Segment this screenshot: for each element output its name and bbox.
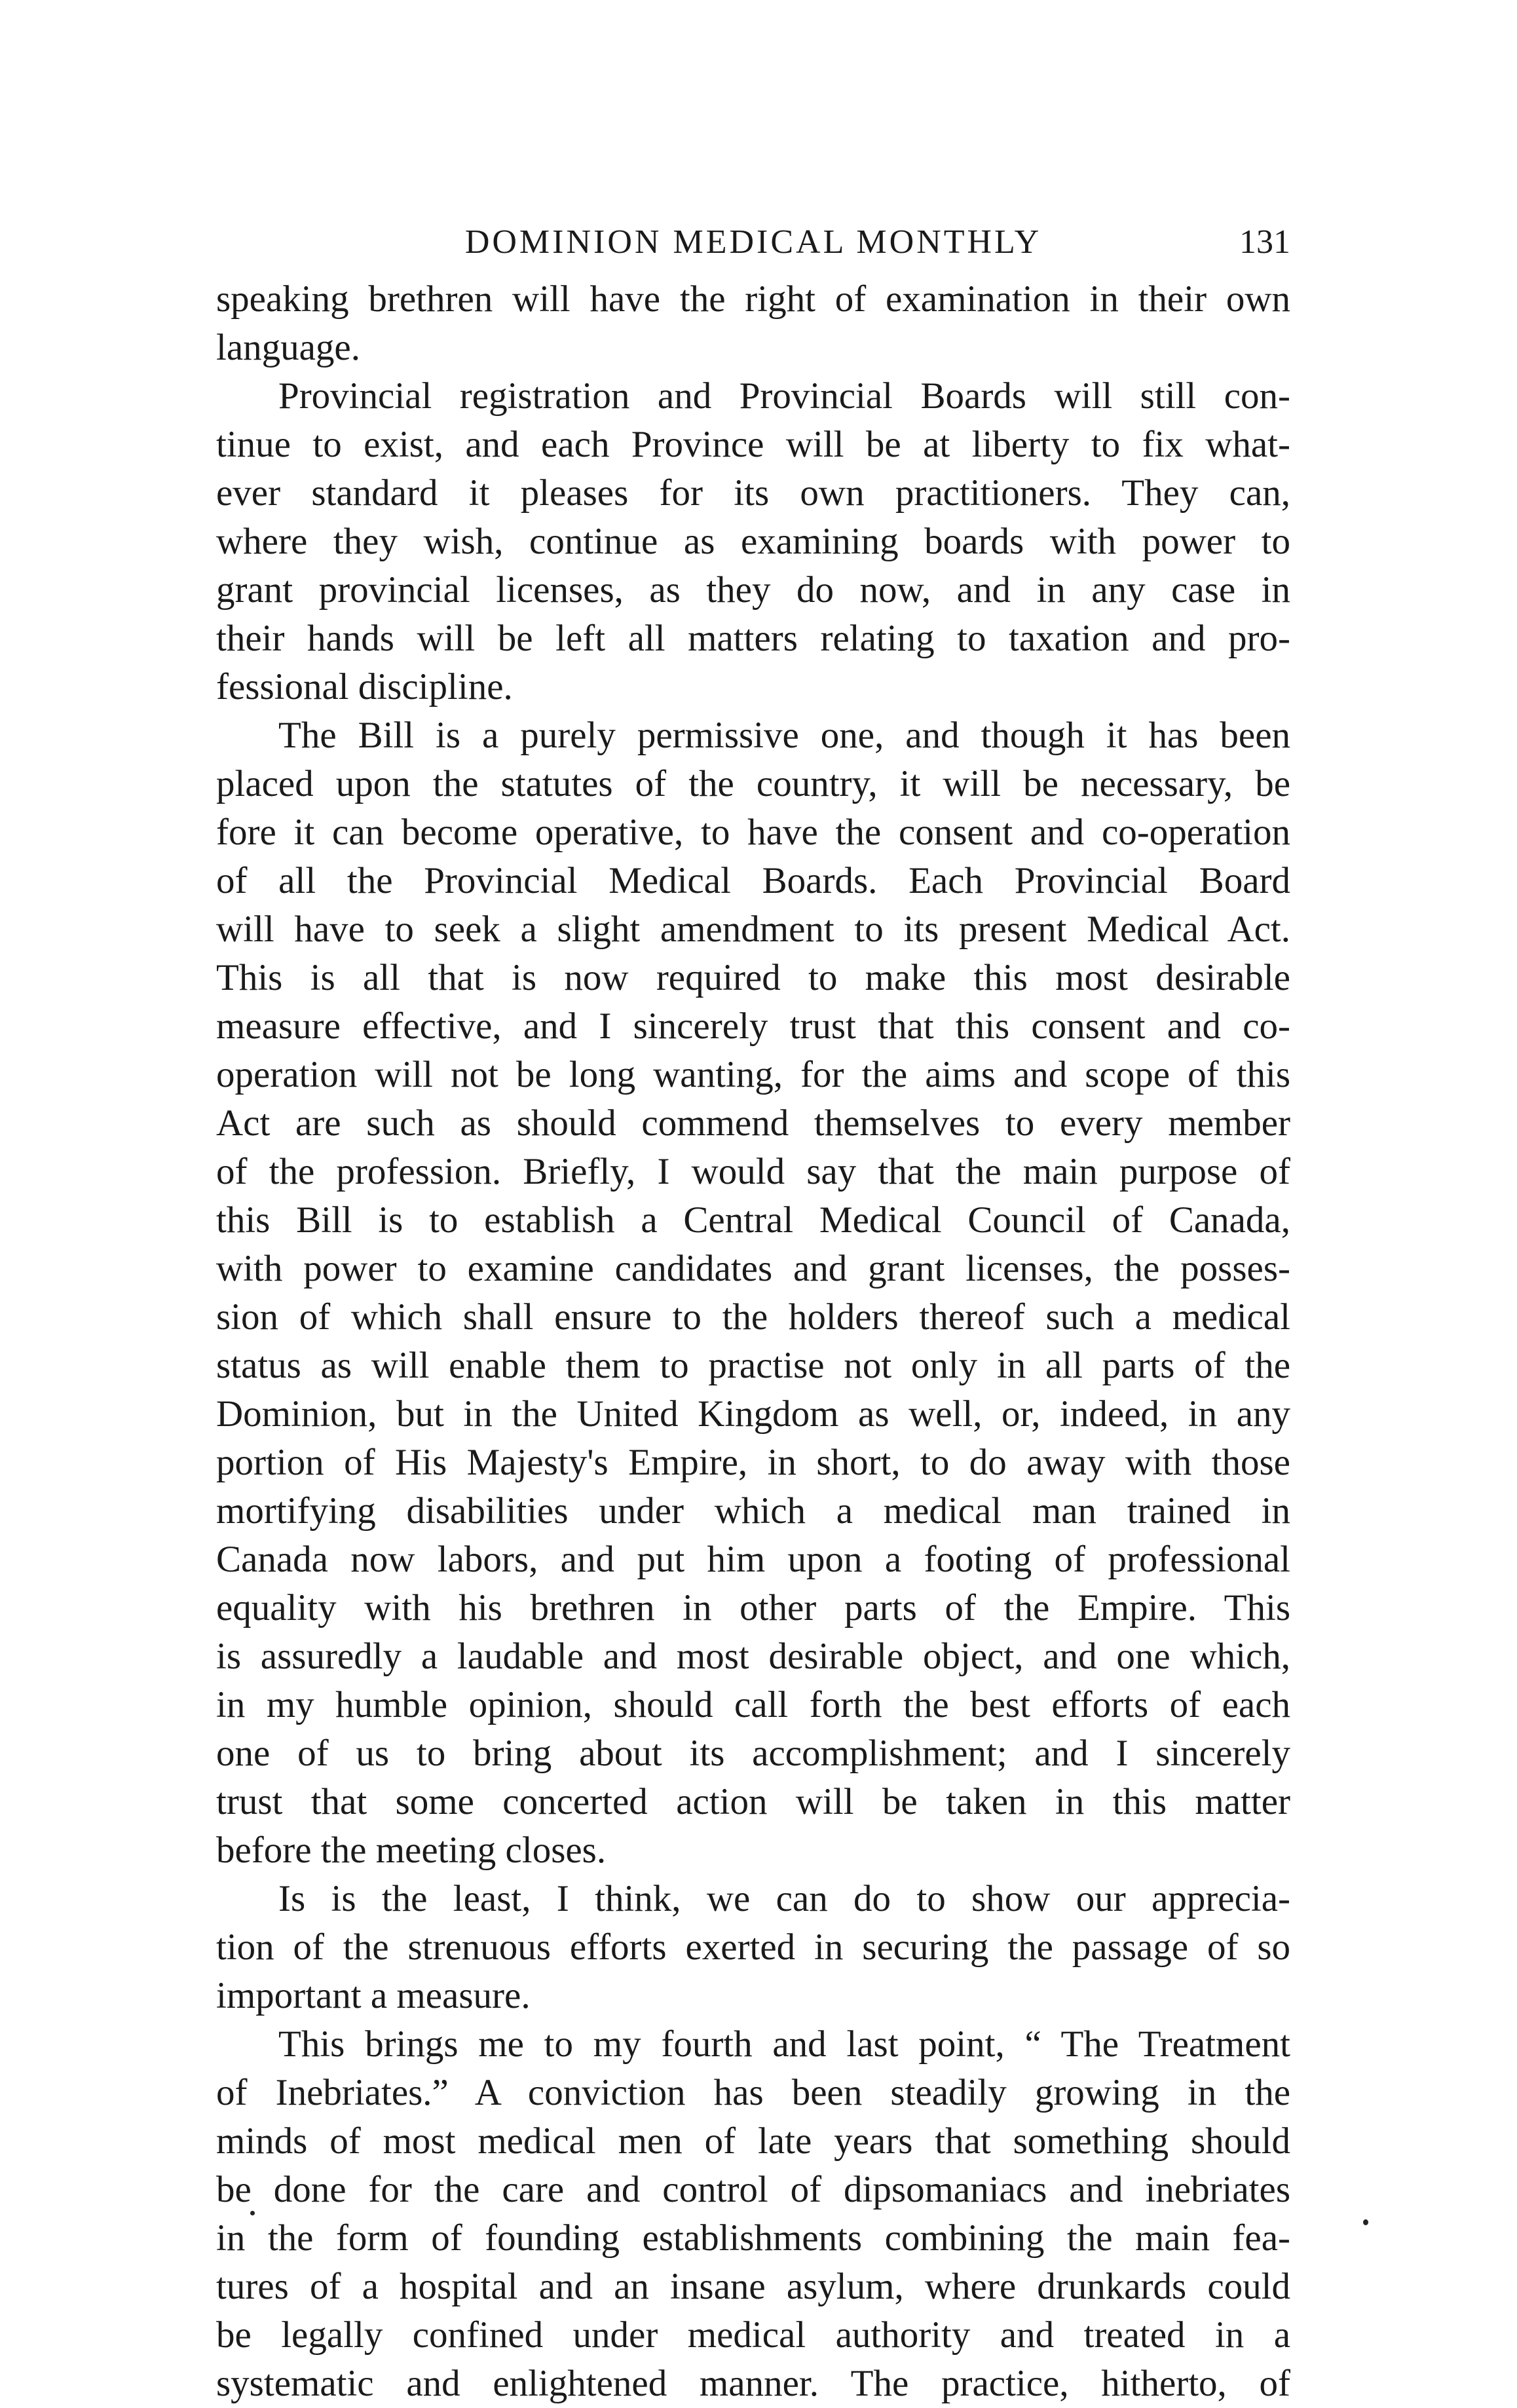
- text-line: Canada now labors, and put him upon a footing of professional: [216, 1539, 1290, 1580]
- text-line: one of us to bring about its accomplishment; and I sincerely: [216, 1733, 1290, 1774]
- text-line: tion of the strenuous efforts exerted in securing the passage of so: [216, 1927, 1290, 1968]
- body-text: [216, 275, 1290, 2408]
- text-line: status as will enable them to practise not only in all parts of the: [216, 1345, 1290, 1386]
- text-line: this Bill is to establish a Central Medical Council of Canada,: [216, 1199, 1290, 1241]
- text-line: The Bill is a purely permissive one, and though it has been: [278, 715, 1290, 756]
- paper-speck: [250, 2211, 255, 2215]
- text-line: Provincial registration and Provincial Boards will still con-: [278, 375, 1290, 417]
- text-line: fessional discipline.: [216, 666, 513, 707]
- text-line: where they wish, continue as examining boards with power to: [216, 521, 1290, 562]
- text-line: operation will not be long wanting, for the aims and scope of this: [216, 1054, 1290, 1095]
- text-line: Is is the least, I think, we can do to show our apprecia-: [278, 1878, 1290, 1919]
- text-line: important a measure.: [216, 1975, 531, 2016]
- text-line: mortifying disabilities under which a medical man trained in: [216, 1490, 1290, 1532]
- text-line: minds of most medical men of late years that something should: [216, 2120, 1290, 2162]
- text-line: language.: [216, 327, 360, 368]
- page-number: 131: [1239, 223, 1290, 261]
- running-head: [216, 216, 1290, 269]
- text-line: measure effective, and I sincerely trust that this consent and co-: [216, 1006, 1290, 1047]
- text-line: in the form of founding establishments combining the main fea-: [216, 2217, 1290, 2259]
- text-line: before the meeting closes.: [216, 1830, 607, 1871]
- text-line: This is all that is now required to make this most desirable: [216, 957, 1290, 998]
- running-title: DOMINION MEDICAL MONTHLY: [464, 223, 1042, 261]
- text-line: systematic and enlightened manner. The practice, hitherto, of: [216, 2363, 1290, 2404]
- text-line: speaking brethren will have the right of examination in their own: [216, 278, 1290, 320]
- text-line: Act are such as should commend themselves to every member: [216, 1102, 1290, 1144]
- text-line: with power to examine candidates and grant licenses, the posses-: [216, 1248, 1290, 1289]
- text-line: tinue to exist, and each Province will be at liberty to fix what-: [216, 424, 1290, 465]
- text-line: trust that some concerted action will be taken in this matter: [216, 1781, 1290, 1822]
- text-line: is assuredly a laudable and most desirable object, and one which,: [216, 1636, 1290, 1677]
- text-line: of Inebriates.” A conviction has been steadily growing in the: [216, 2072, 1290, 2113]
- text-line: sion of which shall ensure to the holders thereof such a medical: [216, 1296, 1290, 1338]
- text-line: grant provincial licenses, as they do now, and in any case in: [216, 569, 1290, 611]
- text-line: their hands will be left all matters relating to taxation and pro-: [216, 618, 1290, 659]
- text-line: portion of His Majesty's Empire, in short, to do away with those: [216, 1442, 1290, 1483]
- text-line: placed upon the statutes of the country, it will be necessary, be: [216, 763, 1290, 804]
- text-line: be done for the care and control of dipsomaniacs and inebriates: [216, 2169, 1290, 2210]
- text-line: This brings me to my fourth and last point, “ The Treatment: [278, 2023, 1290, 2065]
- text-line: Dominion, but in the United Kingdom as well, or, indeed, in any: [216, 1393, 1290, 1435]
- text-line: of the profession. Briefly, I would say that the main purpose of: [216, 1151, 1290, 1192]
- paper-speck: [1363, 2219, 1368, 2225]
- text-line: ever standard it pleases for its own practitioners. They can,: [216, 472, 1290, 514]
- text-line: will have to seek a slight amendment to its present Medical Act.: [216, 909, 1290, 950]
- text-line: be legally confined under medical authority and treated in a: [216, 2314, 1290, 2356]
- text-line: tures of a hospital and an insane asylum, where drunkards could: [216, 2266, 1290, 2307]
- text-line: of all the Provincial Medical Boards. Each Provincial Board: [216, 860, 1290, 901]
- text-line: equality with his brethren in other parts of the Empire. This: [216, 1587, 1290, 1628]
- text-line: fore it can become operative, to have the consent and co-operation: [216, 812, 1290, 853]
- text-line: in my humble opinion, should call forth the best efforts of each: [216, 1684, 1290, 1725]
